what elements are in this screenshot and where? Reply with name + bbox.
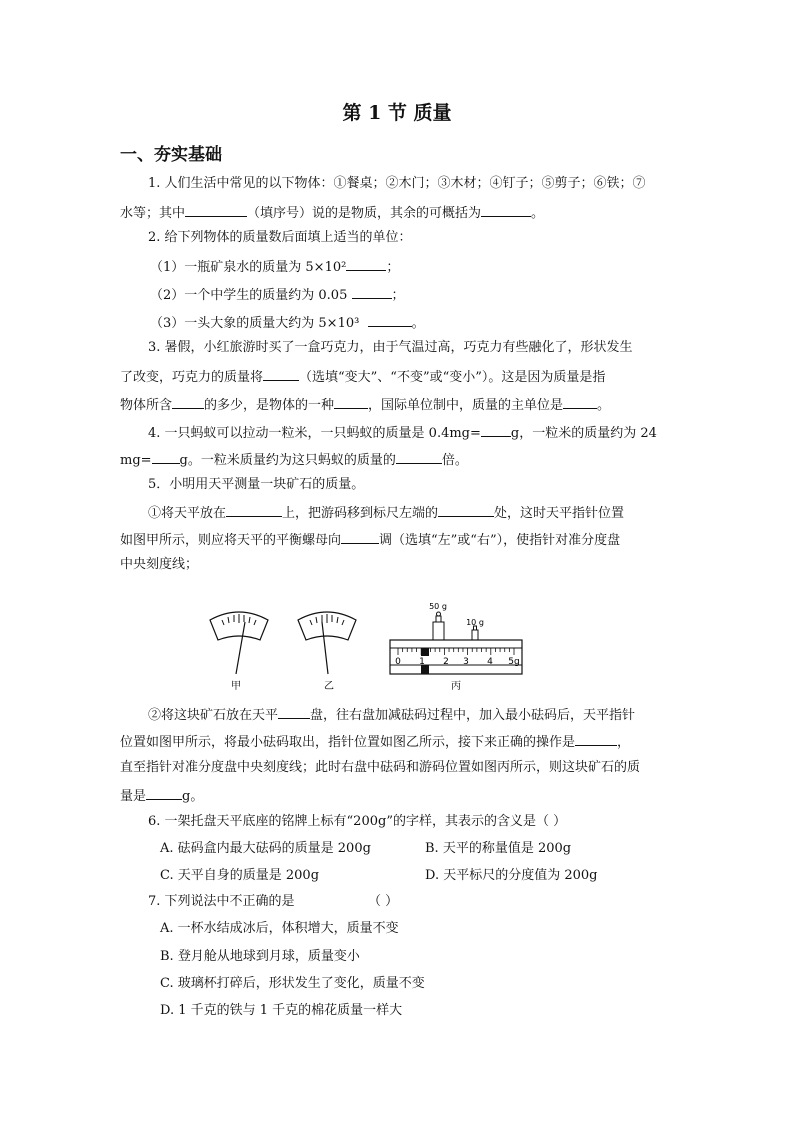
q5-text-g: 盘，往右盘加减砝码过程中，加入最小砝码后，天平指针 [310,708,636,723]
slider-rider [421,648,429,656]
q5-blank-5[interactable] [575,733,617,746]
scale-label-4: 4 [487,657,493,667]
q3-line-1: 3. 暑假，小红旅游时买了一盒巧克力，由于气温过高，巧克力有些融化了，形状发生 [148,340,633,355]
q2-sub-1 [150,258,710,276]
q5-line-2 [120,531,680,549]
q2-stem: 2. 给下列物体的质量数后面填上适当的单位： [148,230,412,245]
q1-blank-1[interactable] [185,204,247,217]
q5-text-f: ②将这块矿石放在天平 [148,708,279,723]
scale-label-5: 5g [508,657,520,667]
dial-a-ticks [222,614,256,625]
scale-label-3: 3 [463,657,469,667]
q4-line-2 [120,451,680,469]
q7-answer-paren: （ ） [368,894,399,909]
q5-text-i: ， [617,735,631,750]
q3-text-a: 了改变，巧克力的质量将 [120,370,264,385]
q5-blank-1[interactable] [226,504,282,517]
q6-stem: 6. 一架托盘天平底座的铭牌上标有“200g”的字样，其表示的含义是（ ） [148,814,567,829]
q5-blank-3[interactable] [341,531,379,544]
q3-line-2 [120,368,680,386]
beam-scale-frame [390,640,522,674]
q6-option-a[interactable]: A. 砝码盒内最大砝码的质量是 200g [160,841,371,856]
q5-line-6: 直至指针对准分度盘中央刻度线；此时右盘中砝码和游码位置如图丙所示，则这块矿石的质 [120,760,641,775]
q2-sub-1-text: （1）一瓶矿泉水的质量为 5×10² [150,260,347,275]
q3-text-d: 的多少，是物体的一种 [204,398,335,413]
q5-blank-2[interactable] [438,504,494,517]
q6-option-c[interactable]: C. 天平自身的质量是 200g [160,868,320,883]
q4-line-1 [148,424,708,442]
q5-blank-4[interactable] [278,706,310,719]
q2-sub-2 [150,286,710,304]
q7-stem-line [148,894,708,910]
q1-line-1: 1. 人们生活中常见的以下物体：①餐桌；②木门；③木材；④钉子；⑤剪子；⑥铁；⑦ [148,176,646,191]
q3-blank-1[interactable] [263,368,299,381]
weight-10g-label: 10 g [466,618,484,627]
q5-text-d: 如图甲所示，则应将天平的平衡螺母向 [120,533,342,548]
q5-line-3: 中央刻度线； [120,557,199,572]
q7-option-b[interactable]: B. 登月舱从地球到月球，质量变小 [160,949,360,964]
q5-line-7 [120,787,680,805]
q2-sub-1-punct: ； [386,260,400,275]
q5-line-4 [148,706,708,724]
figure-label-a: 甲 [231,681,241,692]
q3-text-c: 物体所含 [120,398,173,413]
q3-line-3 [120,396,680,414]
q3-text-f: 。 [597,398,611,413]
q5-line-5 [120,733,680,751]
q2-sub-2-punct: ； [391,288,405,303]
q1-text-b: （填序号）说的是物质，其余的可概括为 [247,206,482,221]
q4-text-c: mg= [120,453,152,468]
q6-options-row-2 [160,868,720,884]
q7-option-a[interactable]: A. 一杯水结成冰后，体积增大，质量不变 [160,921,399,936]
q7-option-c[interactable]: C. 玻璃杯打碎后，形状发生了变化，质量不变 [160,976,425,991]
weight-50g [433,612,444,640]
q2-blank-3[interactable] [368,314,412,327]
scale-label-2: 2 [443,657,449,667]
q5-text-c: 处，这时天平指针位置 [494,506,625,521]
q1-text-a: 水等；其中 [120,206,186,221]
dial-b-pointer [322,622,328,674]
q2-sub-3-punct: 。 [411,316,425,331]
q5-text-a: ①将天平放在 [148,506,227,521]
q1-line-2 [120,204,680,222]
dial-b-ticks [310,614,344,625]
figure-label-c: 丙 [451,681,461,692]
q4-blank-1[interactable] [481,424,511,437]
q5-text-h: 位置如图甲所示，将最小砝码取出，指针位置如图乙所示，接下来正确的操作是 [120,735,576,750]
q7-option-d[interactable]: D. 1 千克的铁与 1 千克的棉花质量一样大 [160,1003,403,1018]
q5-blank-6[interactable] [146,787,182,800]
q4-text-e: 倍。 [441,453,468,468]
section-heading: 一、夯实基础 [120,145,222,165]
q4-text-b: g，一粒米的质量约为 24 [510,426,657,441]
weight-10g [472,626,478,640]
page-title: 第 1 节 质量 [342,102,452,124]
q4-text-d: g。一粒米质量约为这只蚂蚁的质量的 [179,453,396,468]
beam-scale [390,640,522,674]
weight-50g-label: 50 g [429,602,447,611]
q5-text-e: 调（选填“左”或“右”），使指针对准分度盘 [379,533,621,548]
balance-figure [200,598,530,694]
q5-line-1 [148,504,708,522]
q5-text-j: 量是 [120,789,147,804]
q5-text-b: 上，把游码移到标尺左端的 [282,506,439,521]
q3-blank-3[interactable] [334,396,368,409]
q5-text-k: g。 [182,789,204,804]
q6-option-b[interactable]: B. 天平的称量值是 200g [425,841,572,856]
scale-label-1: 1 [419,657,425,667]
q2-blank-1[interactable] [346,258,386,271]
dial-a [210,612,268,674]
q6-option-d[interactable]: D. 天平标尺的分度值为 200g [425,868,598,883]
q2-blank-2[interactable] [352,286,392,299]
q3-text-e: ，国际单位制中，质量的主单位是 [368,398,564,413]
q3-blank-4[interactable] [563,396,597,409]
q4-text-a: 4. 一只蚂蚁可以拉动一粒米，一只蚂蚁的质量是 0.4mg= [148,426,481,441]
q4-blank-3[interactable] [396,451,442,464]
dial-b [298,612,356,674]
q6-options-row-1 [160,841,720,857]
dial-a-pointer [236,622,245,674]
q2-sub-3 [150,314,710,332]
scale-label-0: 0 [395,657,401,667]
q5-stem: 5．小明用天平测量一块矿石的质量。 [148,477,365,492]
figure-label-b: 乙 [324,681,334,692]
q1-blank-2[interactable] [481,204,531,217]
q3-text-b: （选填“变大”、“不变”或“变小”）。这是因为质量是指 [299,370,606,385]
q7-stem: 7. 下列说法中不正确的是 [148,894,295,909]
q4-blank-2[interactable] [152,451,180,464]
q2-sub-3-text: （3）一头大象的质量大约为 5×10³ [150,316,360,331]
q1-text-c: 。 [531,206,545,221]
q3-blank-2[interactable] [172,396,204,409]
beam-scale-ticks [398,648,514,655]
q2-sub-2-text: （2）一个中学生的质量约为 0.05 [150,288,348,303]
